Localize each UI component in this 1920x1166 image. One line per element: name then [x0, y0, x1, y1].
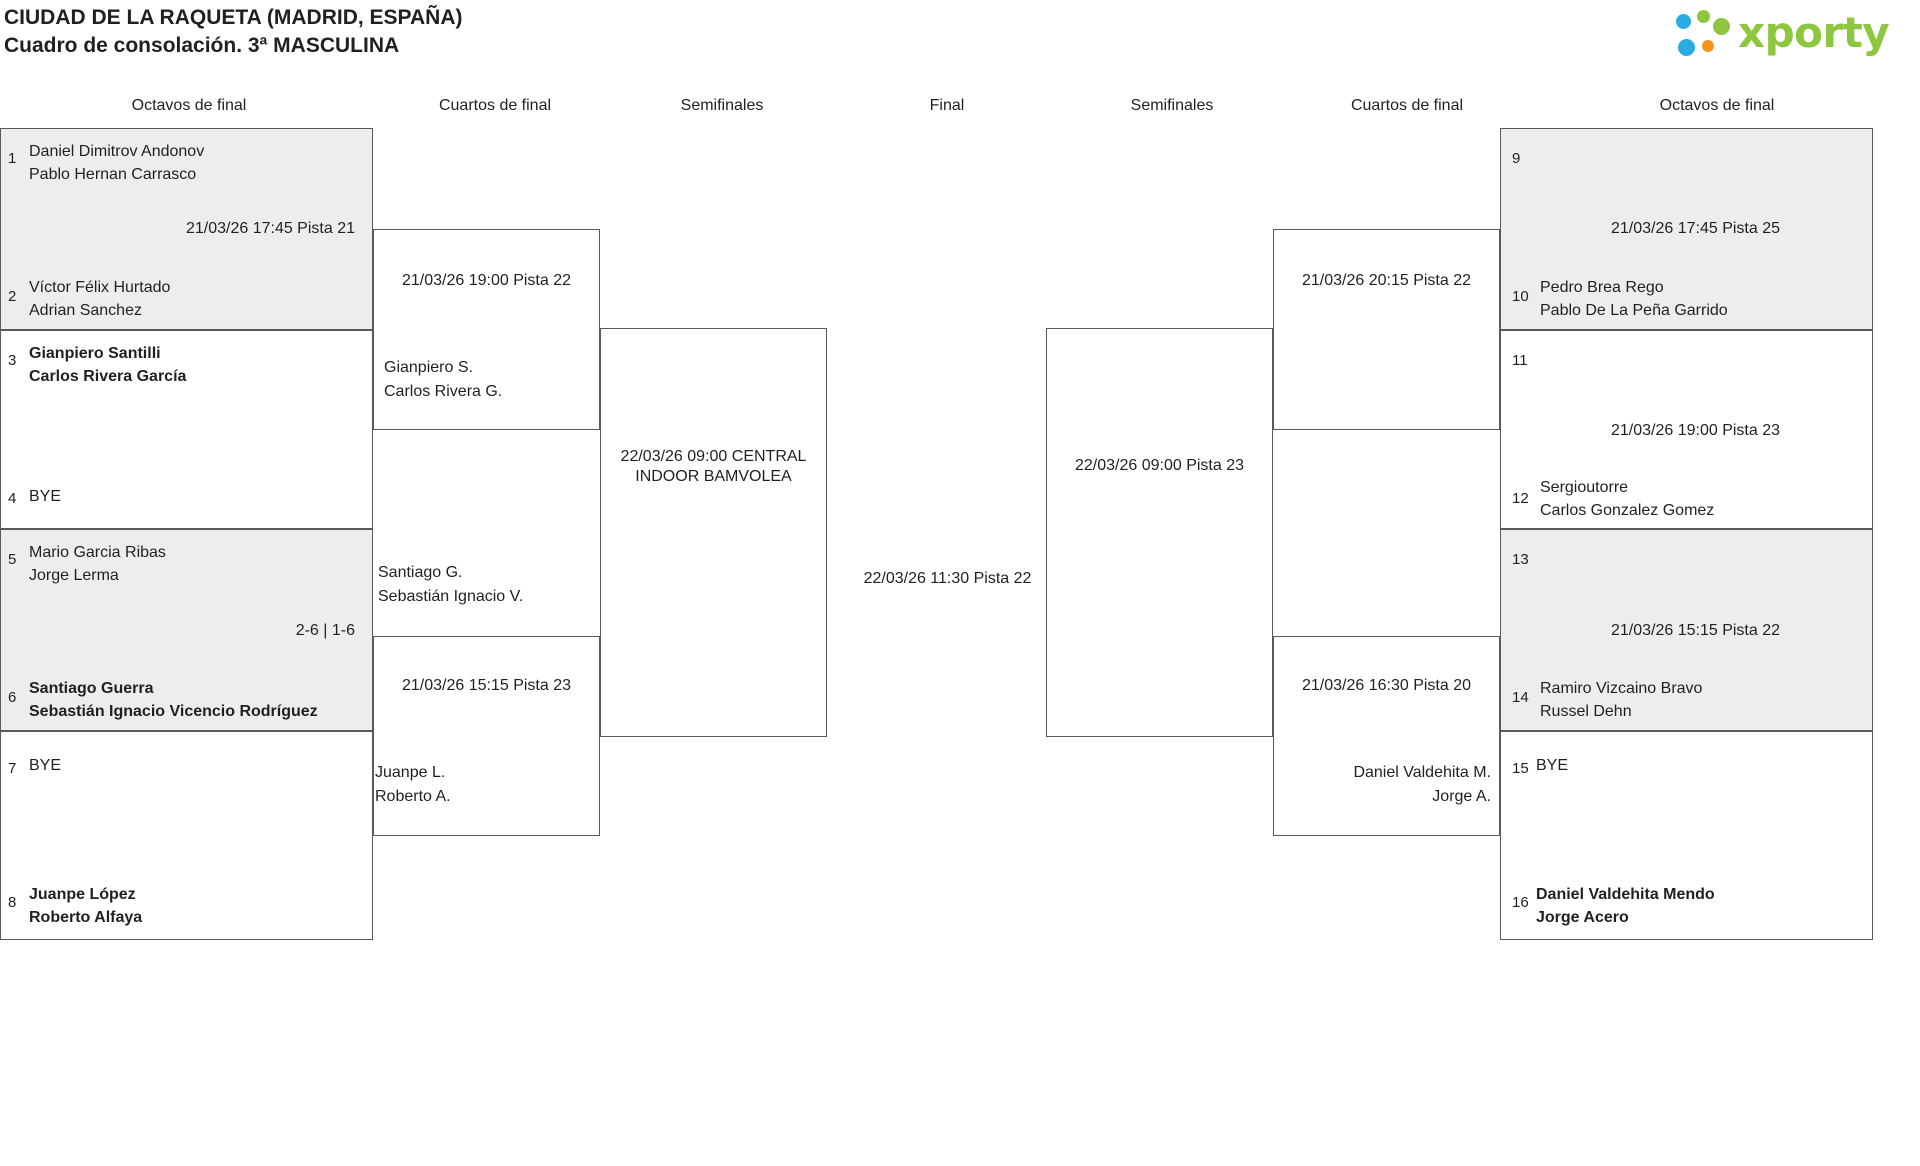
seed-1: 1 [8, 150, 17, 167]
player-6b: Sebastián Ignacio Vicencio Rodríguez [29, 703, 318, 720]
round-header-final: Final [929, 97, 965, 114]
player-qf1b: Carlos Rivera G. [384, 383, 503, 400]
round-header-cuartos-right: Cuartos de final [1350, 97, 1464, 114]
seed-8: 8 [8, 894, 17, 911]
logo-dot-green-large-icon [1713, 18, 1730, 35]
match-box-left-sf[interactable] [600, 328, 827, 737]
player-16a: Daniel Valdehita Mendo [1536, 886, 1715, 903]
player-2b: Adrian Sanchez [29, 302, 142, 319]
player-sf1b: Sebastián Ignacio V. [378, 588, 524, 605]
seed-10: 10 [1512, 288, 1529, 305]
match-meta-right-sf: 22/03/26 09:00 Pista 23 [1074, 457, 1245, 474]
seed-3: 3 [8, 352, 17, 369]
match-meta-left-sf: 22/03/26 09:00 CENTRAL INDOOR BAMVOLEA [620, 448, 807, 485]
match-meta-left-qf-1: 21/03/26 19:00 Pista 22 [401, 272, 572, 289]
player-sf1a: Santiago G. [378, 564, 463, 581]
match-meta-left-qf-2: 21/03/26 15:15 Pista 23 [401, 677, 572, 694]
player-16b: Jorge Acero [1536, 909, 1629, 926]
logo-wordmark: xporty [1738, 8, 1890, 57]
title-line-2: Cuadro de consolación. 3ª MASCULINA [4, 33, 400, 57]
match-score-left-3: 2-6 | 1-6 [295, 622, 355, 639]
match-box-right-sf[interactable] [1046, 328, 1273, 737]
round-header-octavos-right: Octavos de final [1659, 97, 1775, 114]
xporty-logo [1676, 6, 1906, 64]
logo-dot-blue-icon [1676, 14, 1691, 29]
player-6a: Santiago Guerra [29, 680, 154, 697]
match-meta-final: 22/03/26 11:30 Pista 22 [863, 570, 1032, 587]
player-qf2a: Juanpe L. [375, 764, 446, 781]
round-header-octavos-left: Octavos de final [131, 97, 247, 114]
player-3a: Gianpiero Santilli [29, 345, 161, 362]
match-meta-right-2: 21/03/26 19:00 Pista 23 [1610, 422, 1781, 439]
player-4-bye: BYE [29, 488, 62, 505]
match-meta-right-3: 21/03/26 15:15 Pista 22 [1610, 622, 1781, 639]
player-qf1a: Gianpiero S. [384, 359, 473, 376]
player-12a: Sergioutorre [1540, 479, 1629, 496]
logo-dots-icon [1676, 10, 1730, 60]
player-qf2b: Roberto A. [375, 788, 451, 805]
player-14a: Ramiro Vizcaino Bravo [1540, 680, 1703, 697]
seed-6: 6 [8, 689, 17, 706]
seed-13: 13 [1512, 551, 1529, 568]
round-header-cuartos-left: Cuartos de final [438, 97, 552, 114]
seed-5: 5 [8, 551, 17, 568]
seed-12: 12 [1512, 490, 1529, 507]
round-header-semis-right: Semifinales [1130, 97, 1214, 114]
seed-4: 4 [8, 490, 17, 507]
player-5b: Jorge Lerma [29, 567, 119, 584]
seed-7: 7 [8, 760, 17, 777]
logo-dot-green-small-icon [1697, 10, 1710, 23]
seed-9: 9 [1512, 150, 1521, 167]
seed-14: 14 [1512, 689, 1529, 706]
match-meta-left-1: 21/03/26 17:45 Pista 21 [185, 220, 355, 237]
player-7-bye: BYE [29, 757, 62, 774]
player-8b: Roberto Alfaya [29, 909, 143, 926]
player-right-qf2a: Daniel Valdehita M. [1353, 764, 1491, 781]
player-12b: Carlos Gonzalez Gomez [1540, 502, 1715, 519]
logo-dot-orange-icon [1702, 40, 1714, 52]
player-10a: Pedro Brea Rego [1540, 279, 1664, 296]
seed-11: 11 [1512, 352, 1528, 369]
player-15-bye: BYE [1536, 757, 1569, 774]
match-meta-right-qf-1: 21/03/26 20:15 Pista 22 [1301, 272, 1472, 289]
player-8a: Juanpe López [29, 886, 136, 903]
player-2a: Víctor Félix Hurtado [29, 279, 171, 296]
title-line-1: CIUDAD DE LA RAQUETA (MADRID, ESPAÑA) [4, 6, 463, 29]
match-meta-right-qf-2: 21/03/26 16:30 Pista 20 [1301, 677, 1472, 694]
seed-16: 16 [1512, 894, 1529, 911]
match-meta-right-1: 21/03/26 17:45 Pista 25 [1610, 220, 1781, 237]
player-10b: Pablo De La Peña Garrido [1540, 302, 1728, 319]
player-14b: Russel Dehn [1540, 703, 1632, 720]
player-1b: Pablo Hernan Carrasco [29, 166, 197, 183]
player-5a: Mario Garcia Ribas [29, 544, 166, 561]
seed-2: 2 [8, 288, 17, 305]
logo-dot-blue-large-icon [1678, 39, 1695, 56]
player-right-qf2b: Jorge A. [1432, 788, 1491, 805]
tournament-title [4, 4, 904, 59]
player-3b: Carlos Rivera García [29, 368, 187, 385]
player-1a: Daniel Dimitrov Andonov [29, 143, 205, 160]
round-header-semis-left: Semifinales [680, 97, 764, 114]
seed-15: 15 [1512, 760, 1529, 777]
match-box-right-qf-1[interactable] [1273, 229, 1500, 430]
